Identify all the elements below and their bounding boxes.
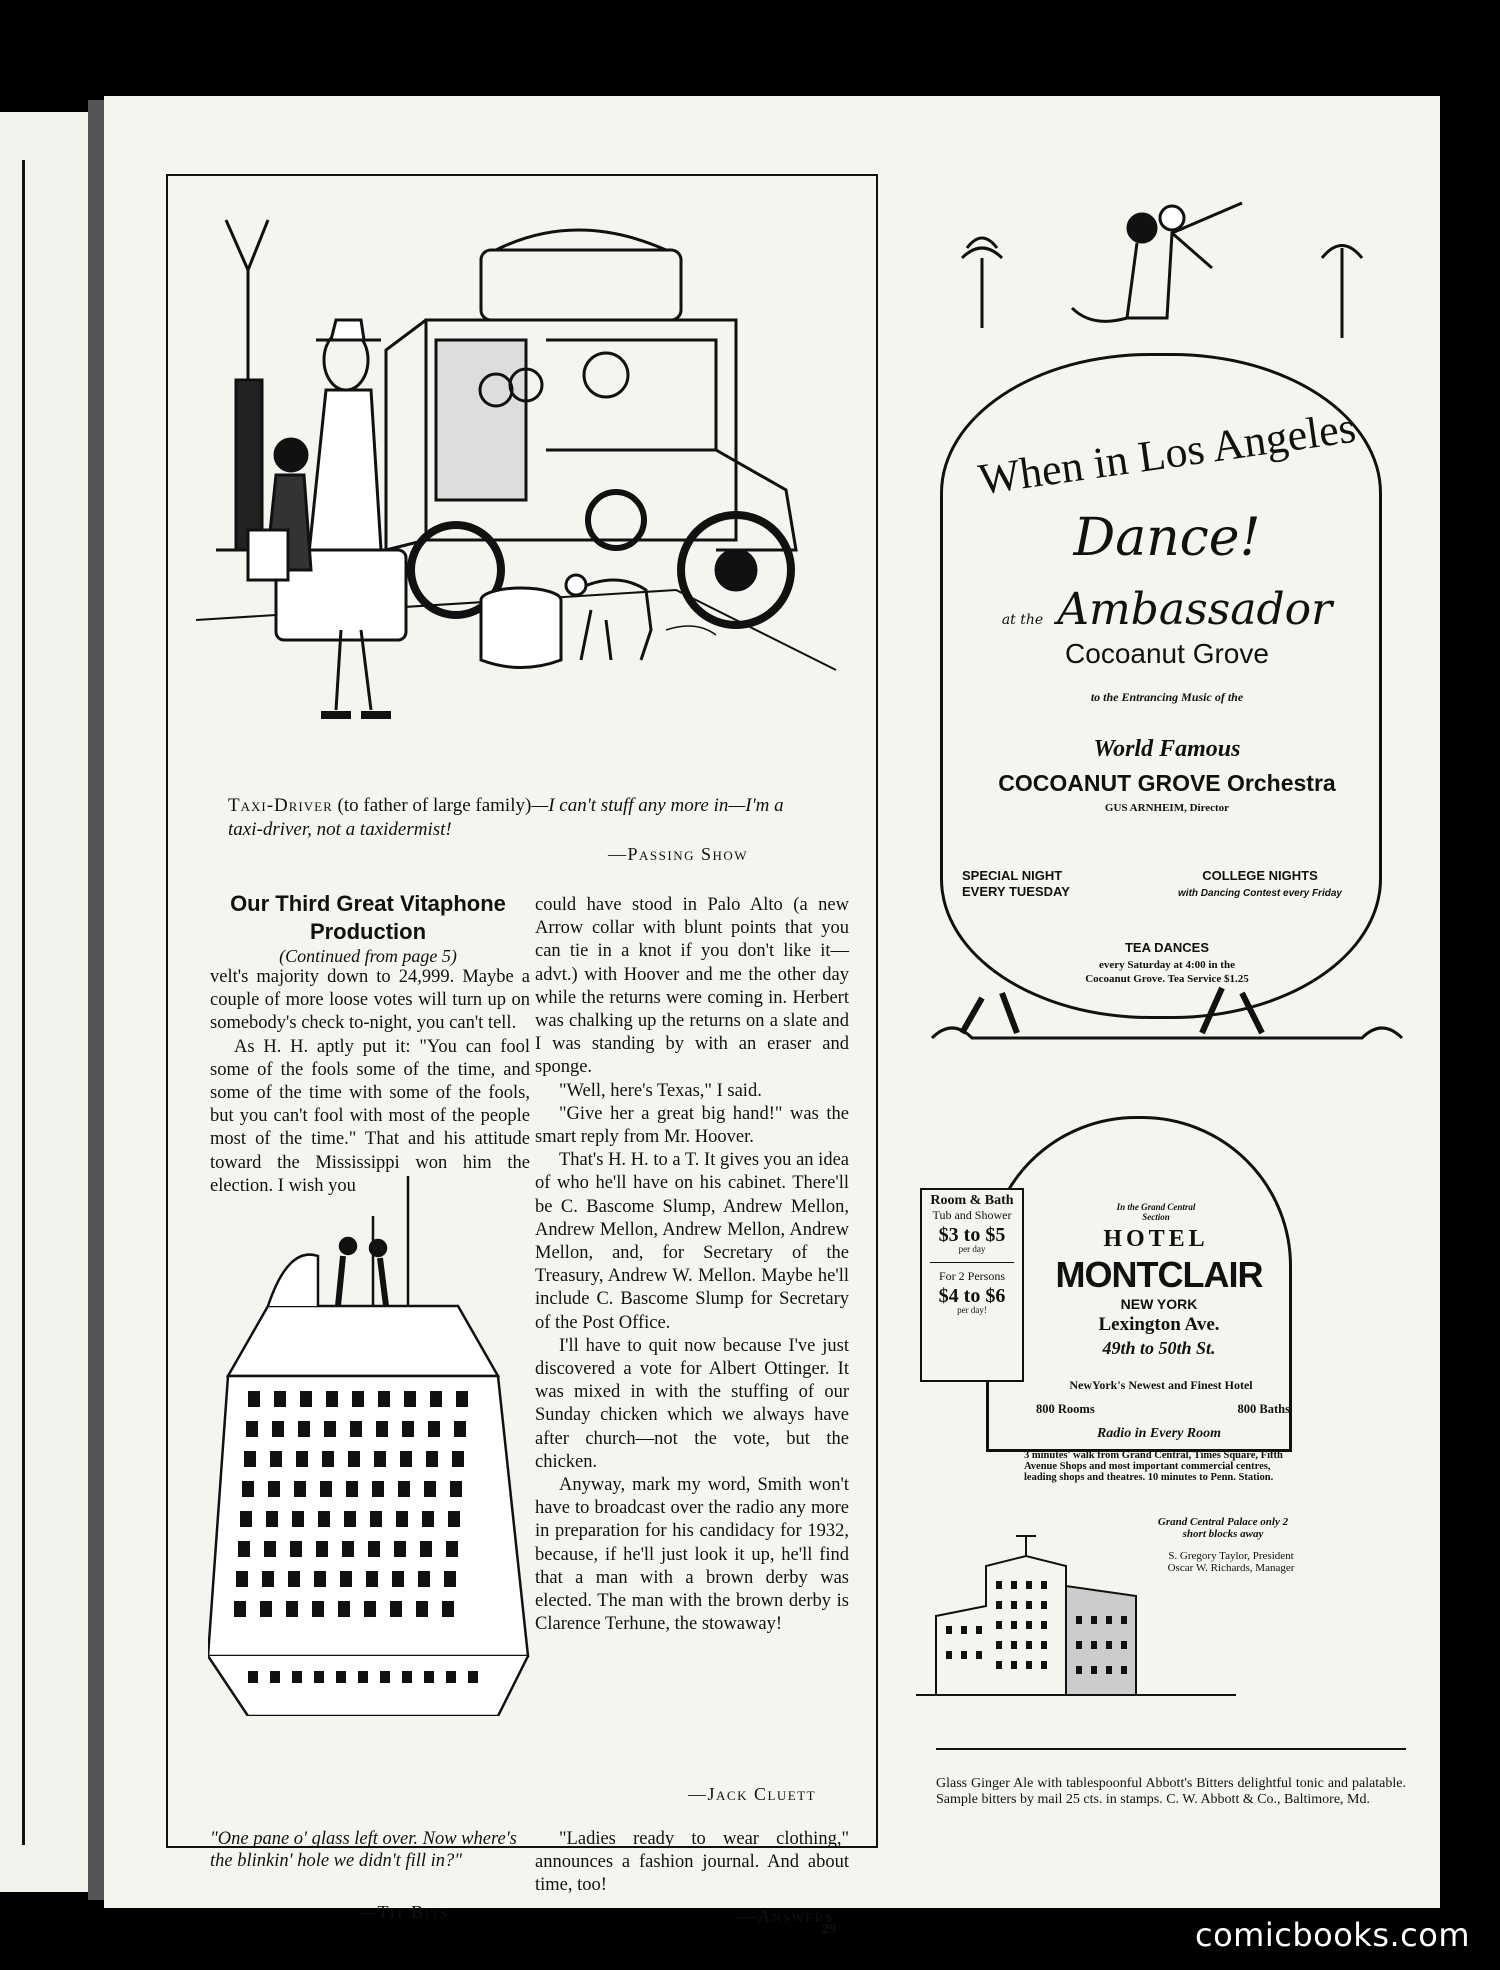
ambassador-tea-dances: TEA DANCES <box>1124 940 1210 955</box>
article-paragraph: Anyway, mark my word, Smith won't have to broadcast over the radio any more in preparation for his candidacy for 1932, because, if he'll just look it up, he'll find that a man with a brown derby was elected. The man with the brown derby is Clarence Terhune, the stowaway! <box>535 1475 849 1635</box>
adjacent-page-rule <box>0 160 25 1845</box>
magazine-page <box>104 96 1440 1937</box>
article-paragraph: velt's majority down to 24,999. Maybe a couple of more loose votes will turn up on somebody's check to-night, you can't tell. <box>210 967 530 1034</box>
hotel-avenue: Lexington Ave. <box>1098 1314 1220 1335</box>
hotel-president: S. Gregory Taylor, President <box>1168 1550 1294 1562</box>
ambassador-director: GUS ARNHEIM, Director <box>1104 802 1230 814</box>
ambassador-advertisement <box>922 188 1412 1048</box>
skyscraper-cartoon-caption: "One pane o' glass left over. Now where's the blinkin' hole we didn't fill in?" <box>210 1829 517 1871</box>
hotel-building-illustration <box>916 1526 1236 1696</box>
caption-setup: (to father of large family) <box>337 795 532 816</box>
rates-per-day-double: per day! <box>957 1305 987 1315</box>
taxi-cartoon-credit: —Passing Show <box>608 844 749 864</box>
book-gutter <box>88 100 104 1900</box>
hotel-name: MONTCLAIR <box>1055 1254 1263 1295</box>
hotel-rates-box <box>920 1188 1024 1382</box>
skyscraper-cartoon-illustration <box>208 1176 538 1716</box>
article-paragraph: I'll have to quit now because I've just discovered a vote for Albert Ottinger. It was mixed in with the stuffing of our Sunday chicken which we always have after church—not the vote, but the chicken. <box>535 1335 849 1472</box>
every-tuesday-label: EVERY TUESDAY <box>962 884 1070 899</box>
ambassador-headline: When in Los Angeles <box>975 402 1359 505</box>
ambassador-orchestra: COCOANUT GROVE Orchestra <box>998 770 1336 796</box>
rates-price-double: $4 to $6 <box>938 1285 1006 1307</box>
skyscraper-cartoon-credit: —Tit Bits <box>358 1902 449 1922</box>
abbott-advertisement: Glass Ginger Ale with tablespoonful Abbott's Bitters delightful tonic and palatable. Sample bitters by mail 25 cts. in stamps. C. W. Abbott & Co., Baltimore, Md. <box>936 1776 1406 1807</box>
college-nights-label: COLLEGE NIGHTS <box>1202 868 1318 883</box>
article-column-2 <box>535 894 849 1637</box>
fashion-joke <box>535 1828 849 1898</box>
ambassador-at-the: at the <box>1001 612 1044 628</box>
fashion-joke-text: "Ladies ready to wear clothing," announces a fashion journal. And about time, too! <box>535 1829 849 1896</box>
adjacent-page-edge <box>0 112 90 1892</box>
hotel-montclair-advertisement <box>916 1106 1416 1696</box>
hotel-baths: 800 Baths <box>1237 1402 1290 1416</box>
caption-speaker: Taxi-Driver <box>228 795 333 816</box>
hotel-newest: NewYork's Newest and Finest Hotel <box>1069 1378 1253 1392</box>
article-paragraph: That's H. H. to a T. It gives you an idea of who he'll have on his cabinet. There'll be C. Bascome Slump, Andrew Mellon, Andrew Mellon, Andrew Mellon, Andrew Mellon, and, for Secretary of the Treasury, Andrew W. Mellon. Maybe he'll include C. Bascome Slump for Secretary of the Post Office. <box>535 1150 849 1333</box>
article-paragraph: As H. H. aptly put it: "You can fool some of the fools some of the time, and some of the time with some of the fools, but you can't fool with most of the people most of the time." That and his attitude toward the Mississippi won him the election. I wish you <box>210 1036 530 1196</box>
ambassador-world-famous: World Famous <box>1093 736 1241 762</box>
tea-details-line-2: Cocoanut Grove. Tea Service $1.25 <box>1085 973 1249 985</box>
article-column-1 <box>210 966 530 1198</box>
hotel-palace-note: Grand Central Palace only 2 short blocks away <box>1157 1516 1289 1540</box>
hotel-grand-central-note: In the Grand Central Section <box>1116 1202 1196 1222</box>
ambassador-title: Ambassador <box>1057 584 1333 635</box>
special-night-label: SPECIAL NIGHT <box>962 868 1063 883</box>
ambassador-footer-ornament <box>922 978 1412 1048</box>
hotel-streets: 49th to 50th St. <box>1102 1338 1216 1358</box>
editorial-box <box>166 174 878 1926</box>
source-watermark: comicbooks.com <box>1194 1916 1470 1954</box>
article-paragraph: could have stood in Palo Alto (a new Arrow collar with blunt points that you can tie in a knot if you don't like it—advt.) with Hoover and me the other day while the returns were coming in. Herbert was chalking up the returns on a slate and I was standing by with an eraser and sponge. <box>535 895 849 1078</box>
ambassador-dance: Dance! <box>1073 508 1261 568</box>
ambassador-special-night <box>962 868 1122 900</box>
ambassador-entrancing: to the Entrancing Music of the <box>1090 690 1244 704</box>
rates-two-persons: For 2 Persons <box>938 1269 1005 1283</box>
ambassador-name <box>922 584 1412 635</box>
hotel-word: HOTEL <box>1103 1226 1209 1252</box>
rates-room-bath: Room & Bath <box>930 1193 1014 1208</box>
taxi-cartoon-caption <box>228 794 818 842</box>
rates-per-day-single: per day <box>958 1244 986 1254</box>
page-number: 29 <box>822 1922 836 1937</box>
rates-divider <box>930 1262 1014 1263</box>
article-paragraph: "Well, here's Texas," I said. <box>559 1080 762 1101</box>
hotel-walk-note: 3 minutes' walk from Grand Central, Times Square, Fifth Avenue Shops and most important commercial centres, leading shops and theatres. 10 minutes to Penn. Station. <box>1024 1450 1283 1483</box>
ambassador-college-nights <box>1140 868 1380 902</box>
continued-note: (Continued from page 5) <box>279 946 457 966</box>
rates-price-single: $3 to $5 <box>938 1224 1006 1246</box>
dancing-contest-label: with Dancing Contest every Friday <box>1178 888 1342 899</box>
hotel-city: NEW YORK <box>1120 1296 1198 1312</box>
hotel-manager: Oscar W. Richards, Manager <box>1167 1562 1295 1574</box>
taxi-cartoon-illustration <box>196 190 846 750</box>
hotel-rooms: 800 Rooms <box>1036 1402 1095 1416</box>
hotel-radio: Radio in Every Room <box>1096 1426 1222 1441</box>
rates-tub-shower: Tub and Shower <box>932 1208 1012 1222</box>
caption-quote: —I can't stuff any more in—I'm a taxi-driver, not a taxidermist! <box>228 795 784 840</box>
ambassador-grove: Cocoanut Grove <box>1065 638 1269 669</box>
abbott-divider <box>936 1748 1406 1750</box>
article-headline: Our Third Great Vitaphone Production <box>230 891 506 944</box>
tea-details-line-1: every Saturday at 4:00 in the <box>1099 959 1235 971</box>
fashion-joke-credit: —Answers <box>738 1906 834 1926</box>
article-signature: —Jack Cluett <box>688 1784 817 1804</box>
article-paragraph: "Give her a great big hand!" was the smart reply from Mr. Hoover. <box>535 1103 849 1148</box>
hotel-rooms-baths <box>1036 1402 1290 1417</box>
